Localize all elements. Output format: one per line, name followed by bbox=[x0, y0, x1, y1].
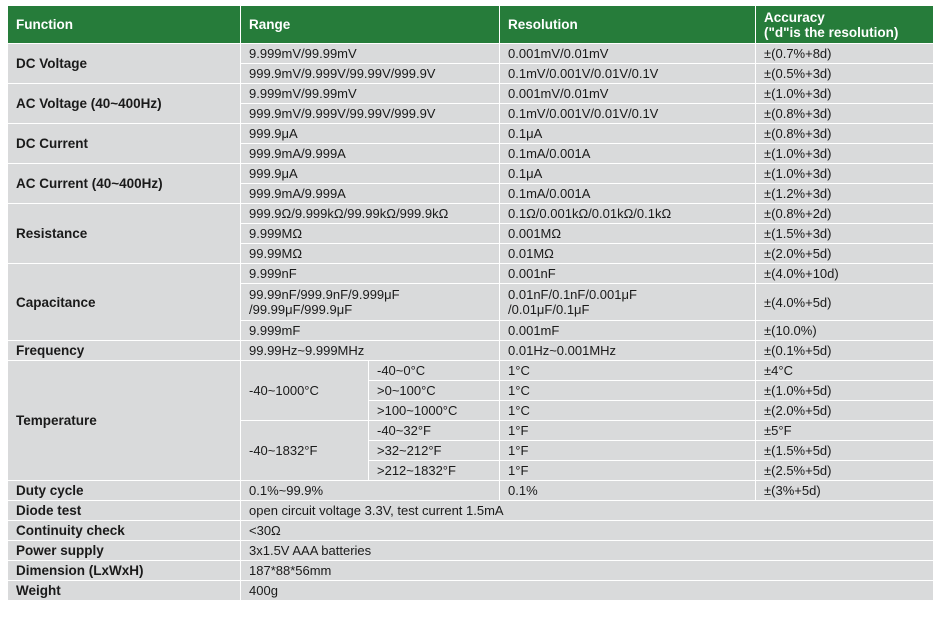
range-cell-celsius: -40~1000°C bbox=[241, 361, 369, 421]
resolution-cell: 0.1mA/0.001A bbox=[500, 184, 756, 204]
table-row bbox=[8, 521, 934, 541]
header-accuracy-title: Accuracy bbox=[764, 9, 825, 25]
value-cell: <30Ω bbox=[241, 521, 934, 541]
resolution-cell: 0.1Ω/0.001kΩ/0.01kΩ/0.1kΩ bbox=[500, 204, 756, 224]
value-cell: open circuit voltage 3.3V, test current 1.5mA bbox=[241, 501, 934, 521]
table-row bbox=[8, 501, 934, 521]
header-accuracy-note: ("d"is the resolution) bbox=[764, 24, 899, 40]
function-frequency: Frequency bbox=[8, 341, 241, 361]
subrange-cell: >32~212°F bbox=[369, 441, 500, 461]
range-cell bbox=[241, 284, 500, 321]
accuracy-cell: ±(0.7%+8d) bbox=[756, 44, 934, 64]
resolution-cell: 1°F bbox=[500, 461, 756, 481]
accuracy-cell: ±(0.8%+3d) bbox=[756, 124, 934, 144]
accuracy-cell: ±(2.5%+5d) bbox=[756, 461, 934, 481]
resolution-cell: 0.1mV/0.001V/0.01V/0.1V bbox=[500, 64, 756, 84]
accuracy-cell: ±(1.5%+3d) bbox=[756, 224, 934, 244]
specifications-table bbox=[7, 5, 934, 601]
resolution-cell: 1°F bbox=[500, 441, 756, 461]
accuracy-cell: ±(1.2%+3d) bbox=[756, 184, 934, 204]
range-cell: 9.999mV/99.99mV bbox=[241, 44, 500, 64]
accuracy-cell: ±(10.0%) bbox=[756, 321, 934, 341]
range-line: /99.99μF/999.9μF bbox=[249, 302, 353, 317]
header-function: Function bbox=[8, 6, 241, 44]
resolution-cell: 0.1% bbox=[500, 481, 756, 501]
range-cell: 9.999mF bbox=[241, 321, 500, 341]
range-cell: 9.999mV/99.99mV bbox=[241, 84, 500, 104]
table-row bbox=[8, 561, 934, 581]
table-row bbox=[8, 44, 934, 64]
subrange-cell: >100~1000°C bbox=[369, 401, 500, 421]
range-cell: 999.9mV/9.999V/99.99V/999.9V bbox=[241, 104, 500, 124]
resolution-cell: 0.001mV/0.01mV bbox=[500, 44, 756, 64]
resolution-cell bbox=[500, 284, 756, 321]
function-diode-test: Diode test bbox=[8, 501, 241, 521]
range-cell: 999.9μA bbox=[241, 124, 500, 144]
accuracy-cell: ±(1.0%+5d) bbox=[756, 381, 934, 401]
table-row bbox=[8, 264, 934, 284]
header-row bbox=[8, 6, 934, 44]
table-row bbox=[8, 581, 934, 601]
range-cell: 0.1%~99.9% bbox=[241, 481, 500, 501]
range-cell-fahrenheit: -40~1832°F bbox=[241, 421, 369, 481]
resolution-cell: 0.1mV/0.001V/0.01V/0.1V bbox=[500, 104, 756, 124]
value-cell: 400g bbox=[241, 581, 934, 601]
value-cell: 3x1.5V AAA batteries bbox=[241, 541, 934, 561]
subrange-cell: >0~100°C bbox=[369, 381, 500, 401]
subrange-cell: >212~1832°F bbox=[369, 461, 500, 481]
table-row bbox=[8, 164, 934, 184]
function-dimension: Dimension (LxWxH) bbox=[8, 561, 241, 581]
accuracy-cell: ±(0.8%+3d) bbox=[756, 104, 934, 124]
table-row bbox=[8, 361, 934, 381]
accuracy-cell: ±(4.0%+10d) bbox=[756, 264, 934, 284]
range-cell: 9.999nF bbox=[241, 264, 500, 284]
function-capacitance: Capacitance bbox=[8, 264, 241, 341]
function-ac-voltage: AC Voltage (40~400Hz) bbox=[8, 84, 241, 124]
accuracy-cell: ±(3%+5d) bbox=[756, 481, 934, 501]
range-cell: 9.999MΩ bbox=[241, 224, 500, 244]
table-row bbox=[8, 341, 934, 361]
function-resistance: Resistance bbox=[8, 204, 241, 264]
accuracy-cell: ±(2.0%+5d) bbox=[756, 401, 934, 421]
accuracy-cell: ±(1.0%+3d) bbox=[756, 84, 934, 104]
resolution-cell: 0.1mA/0.001A bbox=[500, 144, 756, 164]
accuracy-cell: ±(1.5%+5d) bbox=[756, 441, 934, 461]
accuracy-cell: ±(0.1%+5d) bbox=[756, 341, 934, 361]
table-row bbox=[8, 204, 934, 224]
range-cell: 999.9mA/9.999A bbox=[241, 144, 500, 164]
range-cell: 999.9mV/9.999V/99.99V/999.9V bbox=[241, 64, 500, 84]
function-power-supply: Power supply bbox=[8, 541, 241, 561]
resolution-cell: 0.001nF bbox=[500, 264, 756, 284]
subrange-cell: -40~32°F bbox=[369, 421, 500, 441]
resolution-cell: 1°C bbox=[500, 401, 756, 421]
range-cell: 999.9Ω/9.999kΩ/99.99kΩ/999.9kΩ bbox=[241, 204, 500, 224]
table-row bbox=[8, 124, 934, 144]
accuracy-cell: ±(0.8%+2d) bbox=[756, 204, 934, 224]
subrange-cell: -40~0°C bbox=[369, 361, 500, 381]
table-row bbox=[8, 84, 934, 104]
function-continuity-check: Continuity check bbox=[8, 521, 241, 541]
accuracy-cell: ±(0.5%+3d) bbox=[756, 64, 934, 84]
range-cell: 99.99Hz~9.999MHz bbox=[241, 341, 500, 361]
resolution-cell: 0.001mV/0.01mV bbox=[500, 84, 756, 104]
resolution-line: 0.01nF/0.1nF/0.001μF bbox=[508, 287, 637, 302]
header-range: Range bbox=[241, 6, 500, 44]
accuracy-cell: ±(2.0%+5d) bbox=[756, 244, 934, 264]
resolution-cell: 0.1μA bbox=[500, 164, 756, 184]
header-accuracy bbox=[756, 6, 934, 44]
function-weight: Weight bbox=[8, 581, 241, 601]
resolution-cell: 0.1μA bbox=[500, 124, 756, 144]
function-ac-current: AC Current (40~400Hz) bbox=[8, 164, 241, 204]
range-cell: 999.9mA/9.999A bbox=[241, 184, 500, 204]
resolution-cell: 0.01Hz~0.001MHz bbox=[500, 341, 756, 361]
resolution-cell: 1°C bbox=[500, 381, 756, 401]
resolution-cell: 0.001MΩ bbox=[500, 224, 756, 244]
table-row bbox=[8, 541, 934, 561]
value-cell: 187*88*56mm bbox=[241, 561, 934, 581]
resolution-line: /0.01μF/0.1μF bbox=[508, 302, 590, 317]
function-dc-current: DC Current bbox=[8, 124, 241, 164]
table-row bbox=[8, 481, 934, 501]
header-resolution: Resolution bbox=[500, 6, 756, 44]
resolution-cell: 1°C bbox=[500, 361, 756, 381]
range-line: 99.99nF/999.9nF/9.999μF bbox=[249, 287, 400, 302]
resolution-cell: 0.01MΩ bbox=[500, 244, 756, 264]
accuracy-cell: ±4°C bbox=[756, 361, 934, 381]
resolution-cell: 1°F bbox=[500, 421, 756, 441]
function-dc-voltage: DC Voltage bbox=[8, 44, 241, 84]
accuracy-cell: ±(1.0%+3d) bbox=[756, 144, 934, 164]
range-cell: 999.9μA bbox=[241, 164, 500, 184]
function-duty-cycle: Duty cycle bbox=[8, 481, 241, 501]
accuracy-cell: ±(4.0%+5d) bbox=[756, 284, 934, 321]
resolution-cell: 0.001mF bbox=[500, 321, 756, 341]
range-cell: 99.99MΩ bbox=[241, 244, 500, 264]
spec-table-container bbox=[7, 5, 933, 601]
accuracy-cell: ±5°F bbox=[756, 421, 934, 441]
accuracy-cell: ±(1.0%+3d) bbox=[756, 164, 934, 184]
function-temperature: Temperature bbox=[8, 361, 241, 481]
